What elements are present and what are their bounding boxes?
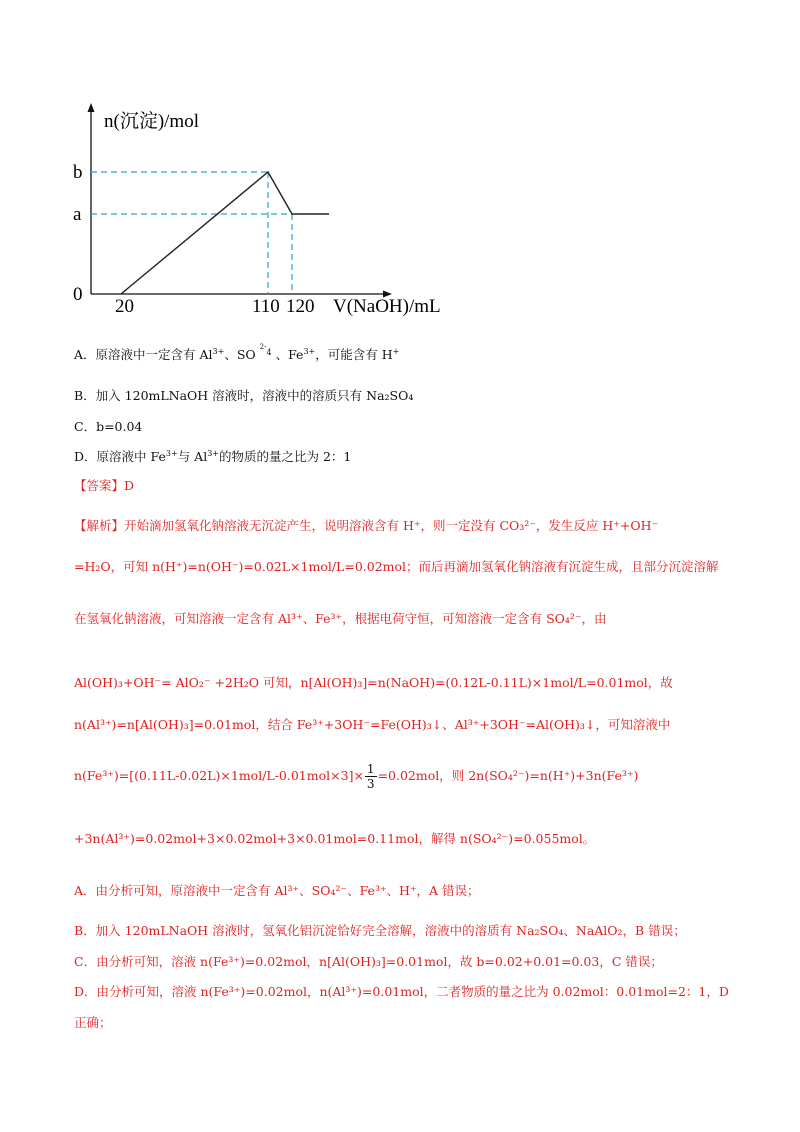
conclusion-c: C．由分析可知，溶液 n(Fe³⁺)=0.02mol，n[Al(OH)₃]=0.01mol，故 b=0.02+0.01=0.03，C 错误； [74,954,663,969]
conclusion-d-2: 正确； [74,1015,112,1030]
option-d: D．原溶液中 $Fe^{3+}$与 $Al^{3+}$的物质的量之比为 2：1 [74,448,352,464]
y-axis-label: n(沉淀)/mol [104,111,199,132]
y-tick-b: b [73,162,83,183]
conclusion-d-1: D．由分析可知，溶液 n(Fe³⁺)=0.02mol，n(Al³⁺)=0.01mol，二者物质的量之比为 0.02mol：0.01mol=2：1，D [74,984,729,999]
y-tick-a: a [73,204,82,225]
option-a: A．原溶液中一定含有 $Al^{3+}$、SO 2- $_4$ 、$Fe^{3+}$，可能含有 H+ [74,343,400,362]
analysis-line-6: n(Fe³⁺)=[(0.11L-0.02L)×1mol/L-0.01mol×3]× $\frac{1}{3}$ =0.02mol，则 2n(SO₄²⁻)=n(H⁺)+3n(Fe³⁺) [74,762,639,791]
x-axis-label: V(NaOH)/mL [333,296,441,317]
conclusion-b: B．加入 120mLNaOH 溶液时，氢氧化铝沉淀恰好完全溶解，溶液中的溶质有 Na₂SO₄、NaAlO₂，B 错误； [74,923,686,938]
answer-line: 【答案】D [74,478,135,493]
analysis-line-2: =H₂O，可知 n(H⁺)=n(OH⁻)=0.02L×1mol/L=0.02mol；而后再滴加氢氧化钠溶液有沉淀生成，且部分沉淀溶解 [74,559,719,574]
analysis-line-7: +3n(Al³⁺)=0.02mol+3×0.02mol+3×0.01mol=0.11mol，解得 n(SO₄²⁻)=0.055mol。 [74,831,596,846]
precipitate-graph [0,0,800,330]
y-axis-arrow [88,103,95,112]
conclusion-a: A．由分析可知，原溶液中一定含有 Al³⁺、SO₄²⁻、Fe³⁺、H⁺，A 错误； [74,883,480,898]
analysis-line-5: n(Al³⁺)=n[Al(OH)₃]=0.01mol，结合 Fe³⁺+3OH⁻=Fe(OH)₃↓、Al³⁺+3OH⁻=Al(OH)₃↓，可知溶液中 [74,717,671,732]
y-tick-0: 0 [73,284,83,305]
option-b: B．加入 120mLNaOH 溶液时，溶液中的溶质只有 Na₂SO₄ [74,388,414,403]
x-tick-20: 20 [115,296,134,317]
fraction-one-third: $\frac{1}{3}$ [366,762,375,791]
analysis-line-1: 【解析】开始滴加氢氧化钠溶液无沉淀产生，说明溶液含有 H⁺，则一定没有 CO₃²⁻，发生反应 H⁺+OH⁻ [74,518,659,533]
option-c: C．b=0.04 [74,419,143,434]
x-tick-120: 120 [286,296,315,317]
precipitate-curve [121,172,329,294]
x-tick-110: 110 [252,296,280,317]
analysis-line-4: Al(OH)₃+OH⁻= AlO₂⁻ +2H₂O 可知，n[Al(OH)₃]=n(NaOH)=(0.12L-0.11L)×1mol/L=0.01mol，故 [74,675,673,690]
analysis-line-3: 在氢氧化钠溶液，可知溶液一定含有 Al³⁺、Fe³⁺，根据电荷守恒，可知溶液一定含有 SO₄²⁻，由 [74,611,607,626]
